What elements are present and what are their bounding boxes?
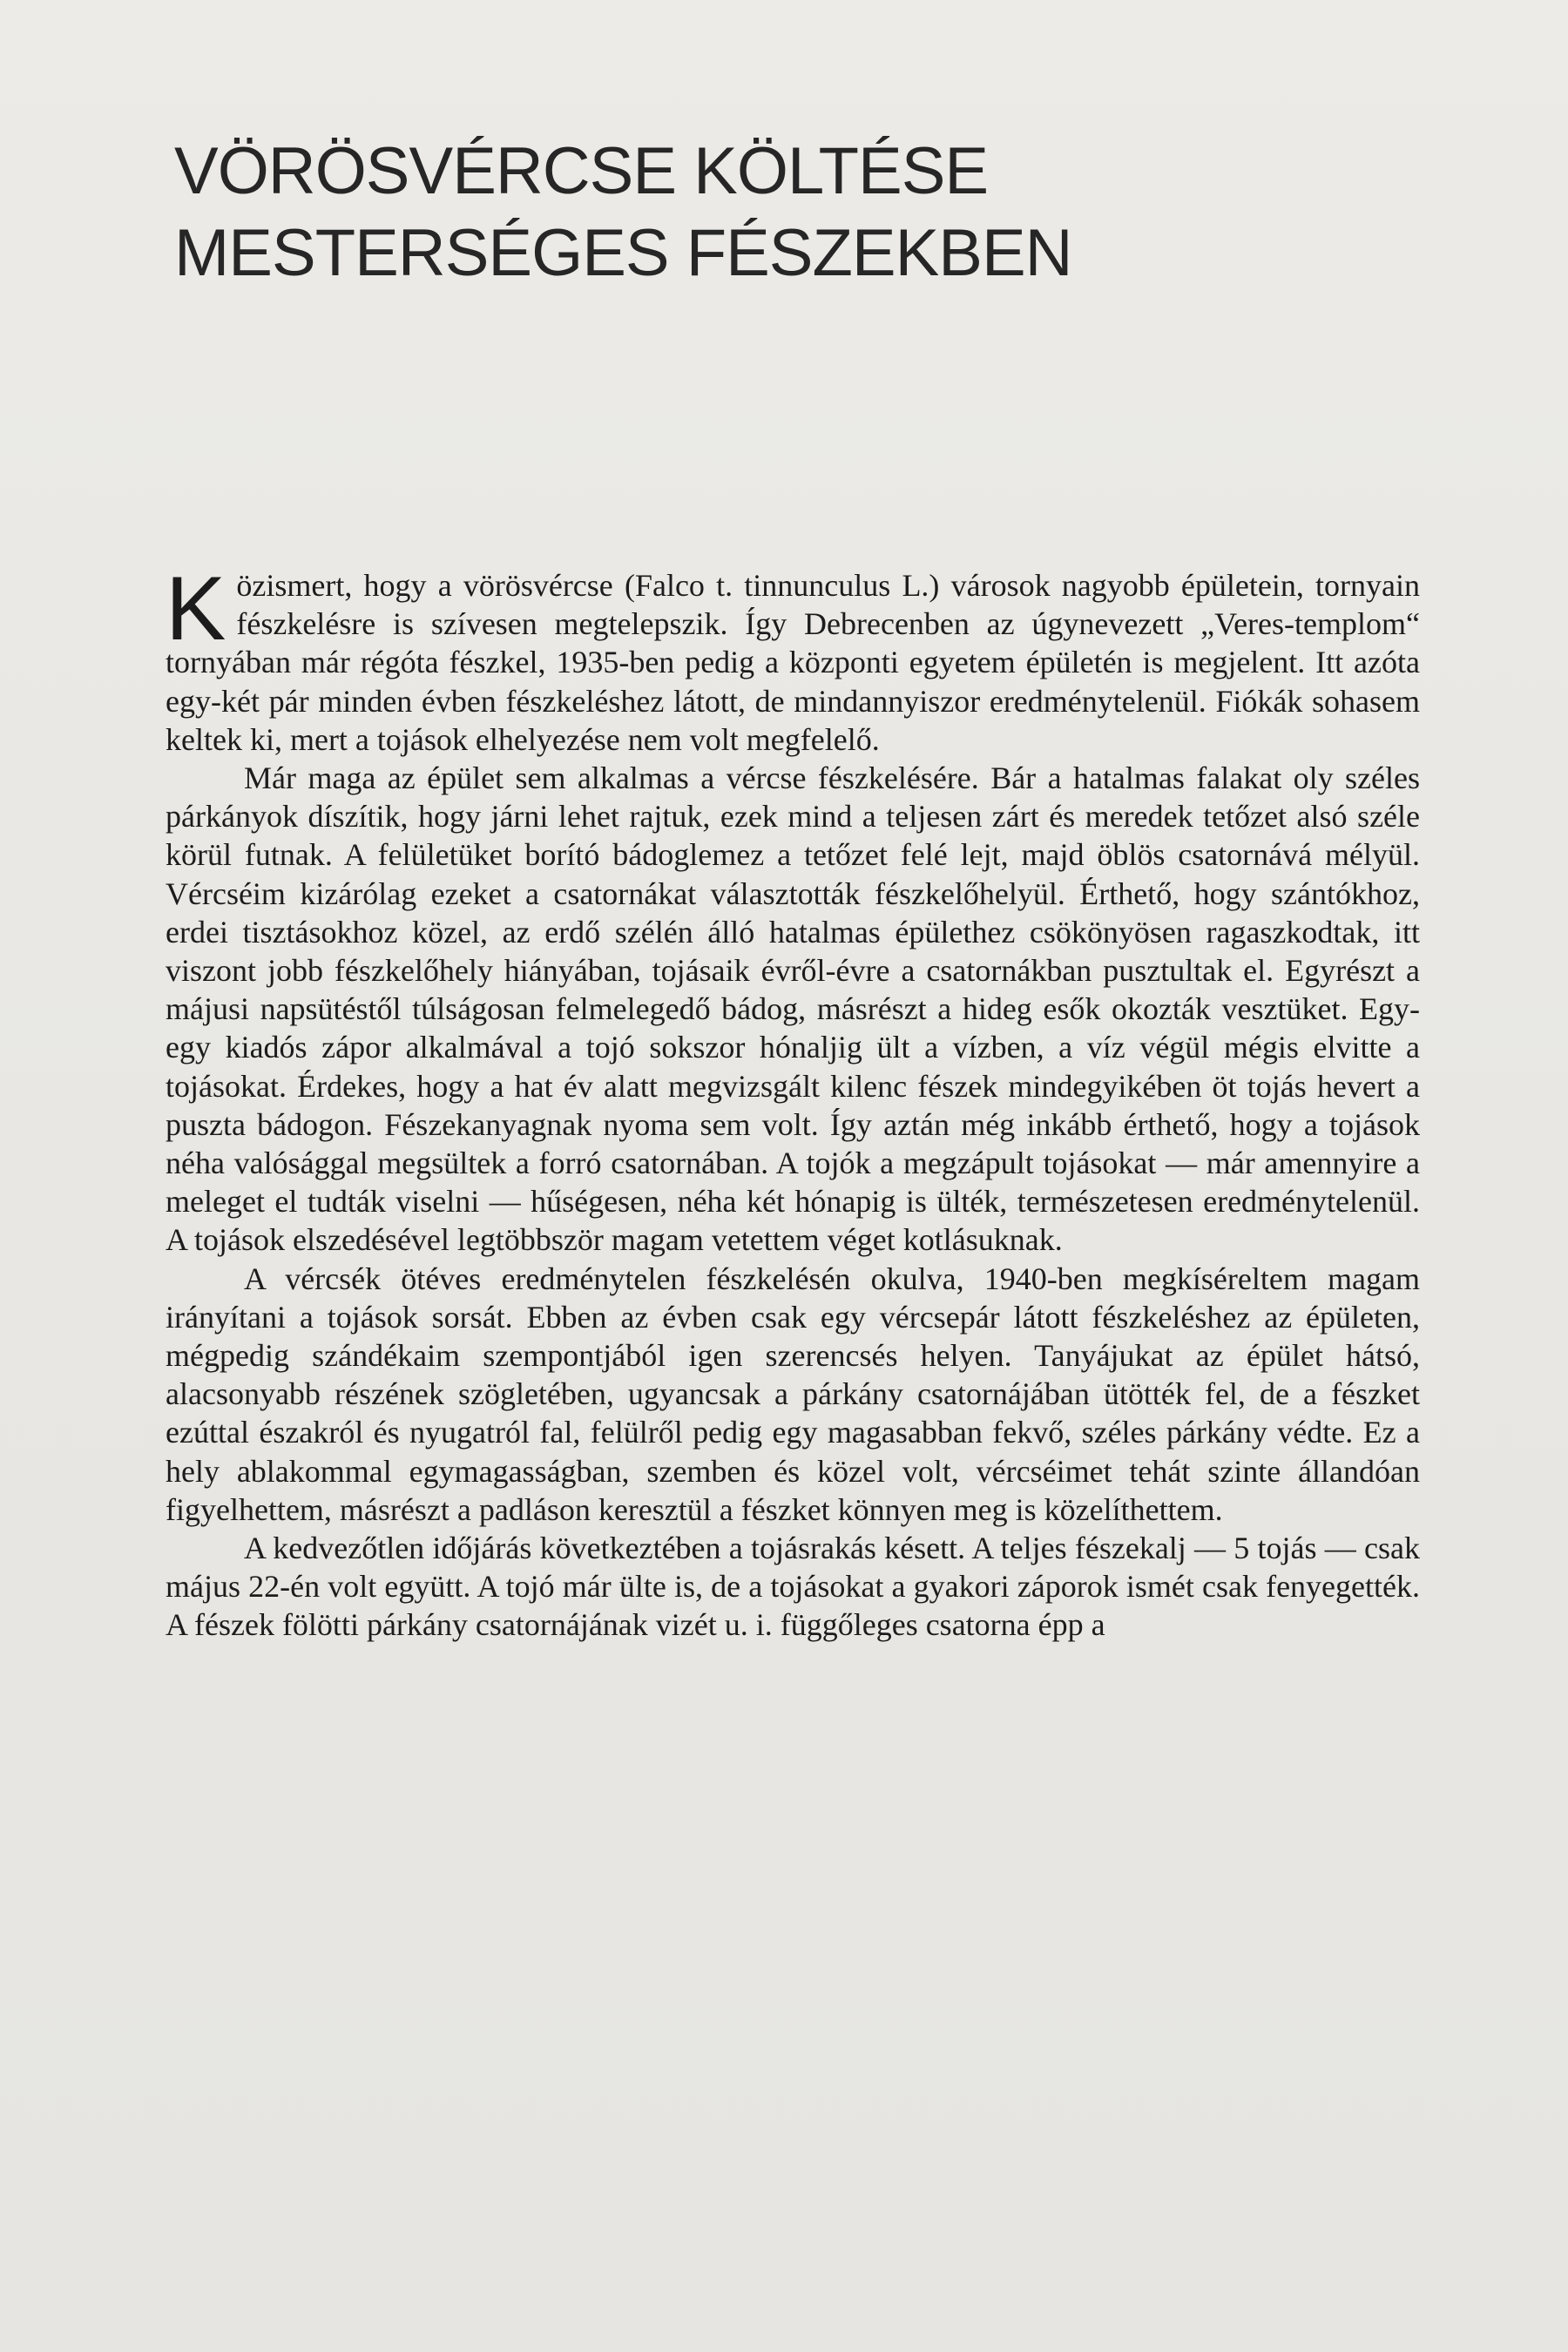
- article-title: [174, 131, 1072, 294]
- drop-cap: K: [166, 558, 226, 659]
- paragraph-4: A kedvezőtlen időjárás következtében a tojásrakás késett. A teljes fészekalj — 5 tojás — csak május 22-én volt együtt. A tojó már ülte is, de a tojásokat a gyakori záporok ismét csak fenyegették. A fészek fölötti párkány csatornájának vizét u. i. függőleges csatorna épp a: [166, 1531, 1420, 1643]
- paragraph-1-text: özismert, hogy a vörösvércse (Falco t. tinnunculus L.) városok nagyobb épületein, tornyain fészkelésre is szívesen megtelepszik. Így Debrecenben az úgynevezett „Veres-templom“ tornyában már régóta fészkel, 1935-ben pedig a központi egyetem épületén is megjelent. Itt azóta egy-két pár minden évben fészkeléshez látott, de mindannyiszor eredménytelenül. Fiókák sohasem keltek ki, mert a tojások elhelyezése nem volt megfelelő.: [166, 568, 1420, 757]
- title-line-2: MESTERSÉGES FÉSZEKBEN: [174, 216, 1072, 290]
- paragraph-1: [166, 558, 1420, 759]
- paragraph-3: A vércsék ötéves eredménytelen fészkelésén okulva, 1940-ben megkíséreltem magam irányítani a tojások sorsát. Ebben az évben csak egy vércsepár látott fészkeléshez az épületen, mégpedig szándékaim szempontjából igen szerencsés helyen. Tanyájukat az épület hátsó, alacsonyabb részének szögletében, ugyancsak a párkány csatornájában ütötték fel, de a fészket ezúttal északról és nyugatról fal, felülről pedig egy magasabban fekvő, széles párkány védte. Ez a hely ablakommal egymagasságban, szemben és közel volt, vércséimet tehát szinte állandóan figyelhettem, másrészt a padláson keresztül a fészket könnyen meg is közelíthettem.: [166, 1260, 1420, 1527]
- paragraph-2: Már maga az épület sem alkalmas a vércse fészkelésére. Bár a hatalmas falakat oly széles párkányok díszítik, hogy járni lehet rajtuk, ezek mind a teljesen zárt és meredek tetőzet alsó széle körül futnak. A felületüket borító bádoglemez a tetőzet felé lejt, majd öblös csatornává mélyül. Vércséim kizárólag ezeket a csatornákat választották fészkelőhelyül. Érthető, hogy szántókhoz, erdei tisztásokhoz közel, az erdő szélén álló hatalmas épülethez csökönyösen ragaszkodtak, itt viszont jobb fészkelőhely hiányában, tojásaik évről-évre a csatornákban pusztultak el. Egyrészt a májusi napsütéstől túlságosan felmelegedő bádog, másrészt a hideg esők okozták vesztüket. Egy-egy kiadós zápor alkalmával a tojó sokszor hónaljig ült a vízben, a víz végül mégis elvitte a tojásokat. Érdekes, hogy a hat év alatt megvizsgált kilenc fészek mindegyikében öt tojás hevert a puszta bádogon. Fészekanyagnak nyoma sem volt. Így aztán még inkább érthető, hogy a tojások néha valósággal megsültek a forró csatornában. A tojók a megzápult tojásokat — már amennyire a meleget el tudták viselni — hűségesen, néha két hónapig is ülték, természetesen eredménytelenül. A tojások elszedésével legtöbbször magam vetettem véget kotlásuknak.: [166, 760, 1420, 1258]
- article-body: [166, 558, 1420, 1645]
- title-line-1: VÖRÖSVÉRCSE KÖLTÉSE: [174, 134, 989, 208]
